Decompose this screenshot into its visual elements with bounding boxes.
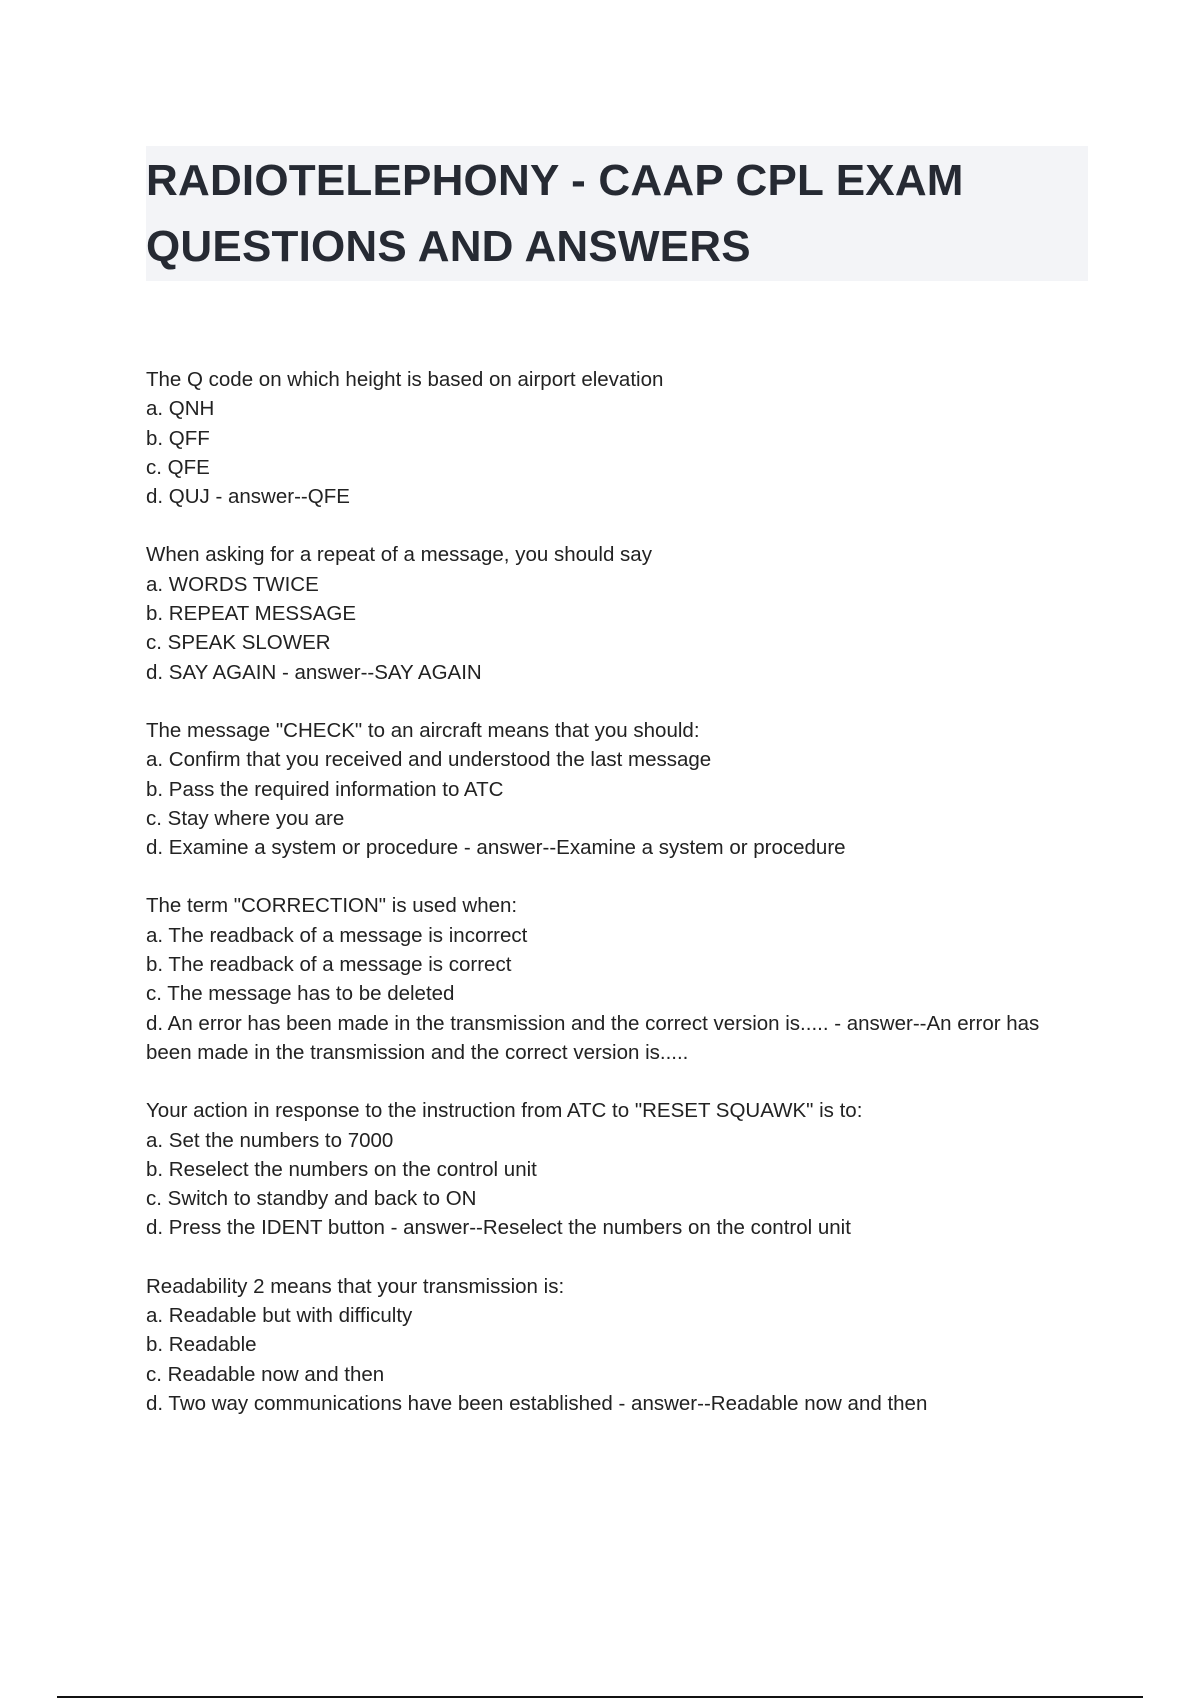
question-text: Your action in response to the instruction from ATC to "RESET SQUAWK" is to: (146, 1099, 863, 1123)
answer-option: b. The readback of a message is correct (146, 953, 512, 977)
answer-option: d. An error has been made in the transmission and the correct version is..... - answer--An error has been made in the transmission and the correct version is..... (146, 1011, 1040, 1064)
answer-option: c. QFE (146, 455, 210, 479)
answer-option: b. Pass the required information to ATC (146, 777, 504, 801)
answer-option: c. The message has to be deleted (146, 982, 455, 1006)
questions-list (146, 365, 1086, 1447)
answer-option: a. Set the numbers to 7000 (146, 1128, 394, 1152)
question-block (146, 365, 1086, 511)
footer-divider (57, 1696, 1143, 1698)
question-text: Readability 2 means that your transmission is: (146, 1274, 565, 1298)
answer-option: c. SPEAK SLOWER (146, 631, 331, 655)
answer-option: a. The readback of a message is incorrect (146, 923, 528, 947)
title-banner (146, 146, 1088, 281)
answer-option: a. Readable but with difficulty (146, 1304, 413, 1328)
answer-option: b. Reselect the numbers on the control unit (146, 1157, 537, 1181)
answer-option: b. QFF (146, 426, 210, 450)
answer-option: b. Readable (146, 1333, 257, 1357)
answer-option: d. Two way communications have been established - answer--Readable now and then (146, 1391, 928, 1415)
answer-option: d. Examine a system or procedure - answer--Examine a system or procedure (146, 836, 846, 860)
answer-option: d. SAY AGAIN - answer--SAY AGAIN (146, 660, 482, 684)
answer-option: d. QUJ - answer--QFE (146, 485, 350, 509)
answer-option: a. QNH (146, 397, 215, 421)
question-text: The term "CORRECTION" is used when: (146, 894, 518, 918)
question-block (146, 1096, 1086, 1242)
answer-option: b. REPEAT MESSAGE (146, 602, 357, 626)
question-text: When asking for a repeat of a message, you should say (146, 543, 652, 567)
answer-option: a. Confirm that you received and understood the last message (146, 748, 712, 772)
question-text: The Q code on which height is based on airport elevation (146, 368, 664, 391)
question-text: The message "CHECK" to an aircraft means that you should: (146, 718, 700, 742)
question-block (146, 716, 1086, 862)
answer-option: c. Stay where you are (146, 806, 345, 830)
answer-option: c. Readable now and then (146, 1362, 385, 1386)
answer-option: a. WORDS TWICE (146, 572, 319, 596)
question-block (146, 891, 1086, 1067)
question-block (146, 540, 1086, 686)
answer-option: c. Switch to standby and back to ON (146, 1187, 477, 1211)
question-block (146, 1272, 1086, 1418)
document-title: RADIOTELEPHONY - CAAP CPL EXAM QUESTIONS AND ANSWERS (146, 156, 964, 271)
answer-option: d. Press the IDENT button - answer--Reselect the numbers on the control unit (146, 1216, 851, 1240)
